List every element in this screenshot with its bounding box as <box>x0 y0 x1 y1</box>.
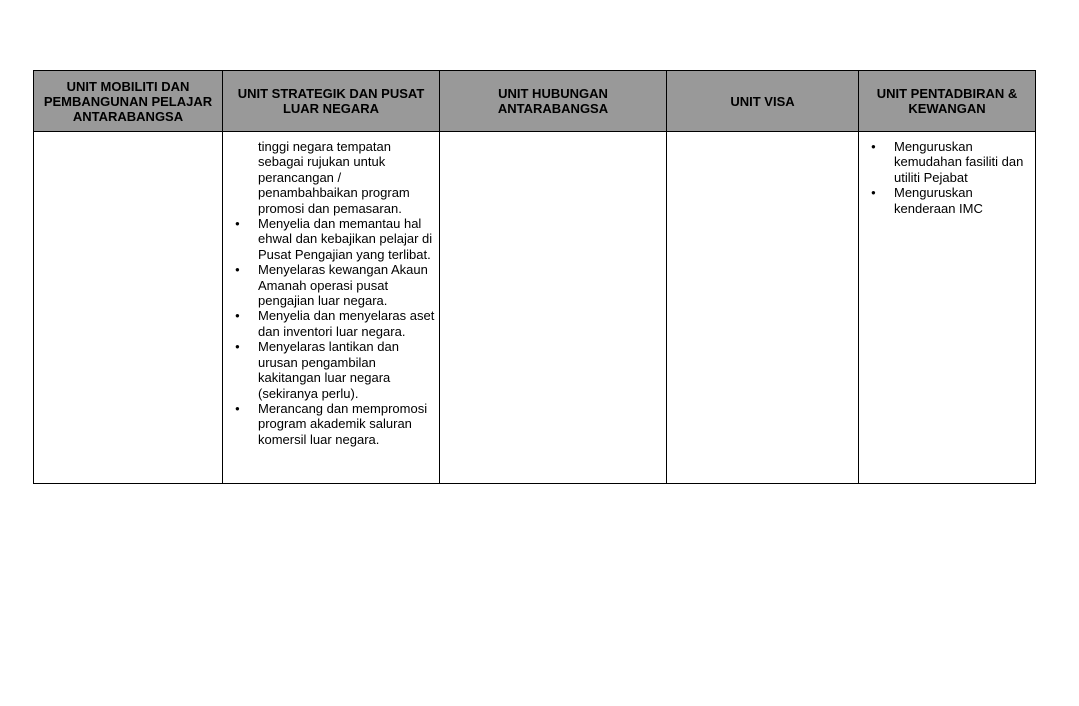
strategik-item: ● Menyelia dan menyelaras aset dan inventori luar negara. <box>223 308 435 339</box>
header-pentadbiran: UNIT PENTADBIRAN & KEWANGAN <box>859 71 1036 132</box>
strategik-item: ● Menyelaras kewangan Akaun Amanah operasi pusat pengajian luar negara. <box>223 262 435 308</box>
body-row <box>34 132 1036 484</box>
cell-pentadbiran <box>859 132 1036 484</box>
header-mobiliti: UNIT MOBILITI DAN PEMBANGUNAN PELAJAR ANTARABANGSA <box>34 71 223 132</box>
header-strategik: UNIT STRATEGIK DAN PUSAT LUAR NEGARA <box>223 71 440 132</box>
units-table <box>33 70 1036 484</box>
strategik-item: ● Menyelia dan memantau hal ehwal dan kebajikan pelajar di Pusat Pengajian yang terlibat. <box>223 216 435 262</box>
strategik-item: ● Merancang dan mempromosi program akademik saluran komersil luar negara. <box>223 401 435 447</box>
header-visa: UNIT VISA <box>667 71 859 132</box>
strategik-item: ● Menyelaras lantikan dan urusan pengambilan kakitangan luar negara (sekiranya perlu). <box>223 339 435 401</box>
header-hubungan: UNIT HUBUNGAN ANTARABANGSA <box>440 71 667 132</box>
cell-visa <box>667 132 859 484</box>
pentadbiran-item: ● Menguruskan kemudahan fasiliti dan utiliti Pejabat <box>859 139 1031 185</box>
cell-strategik <box>223 132 440 484</box>
pentadbiran-item: ● Menguruskan kenderaan IMC <box>859 185 1031 216</box>
strategik-continuation: tinggi negara tempatan sebagai rujukan untuk perancangan / penambahbaikan program promosi dan pemasaran. <box>258 139 410 216</box>
header-row <box>34 71 1036 132</box>
cell-hubungan <box>440 132 667 484</box>
cell-mobiliti <box>34 132 223 484</box>
